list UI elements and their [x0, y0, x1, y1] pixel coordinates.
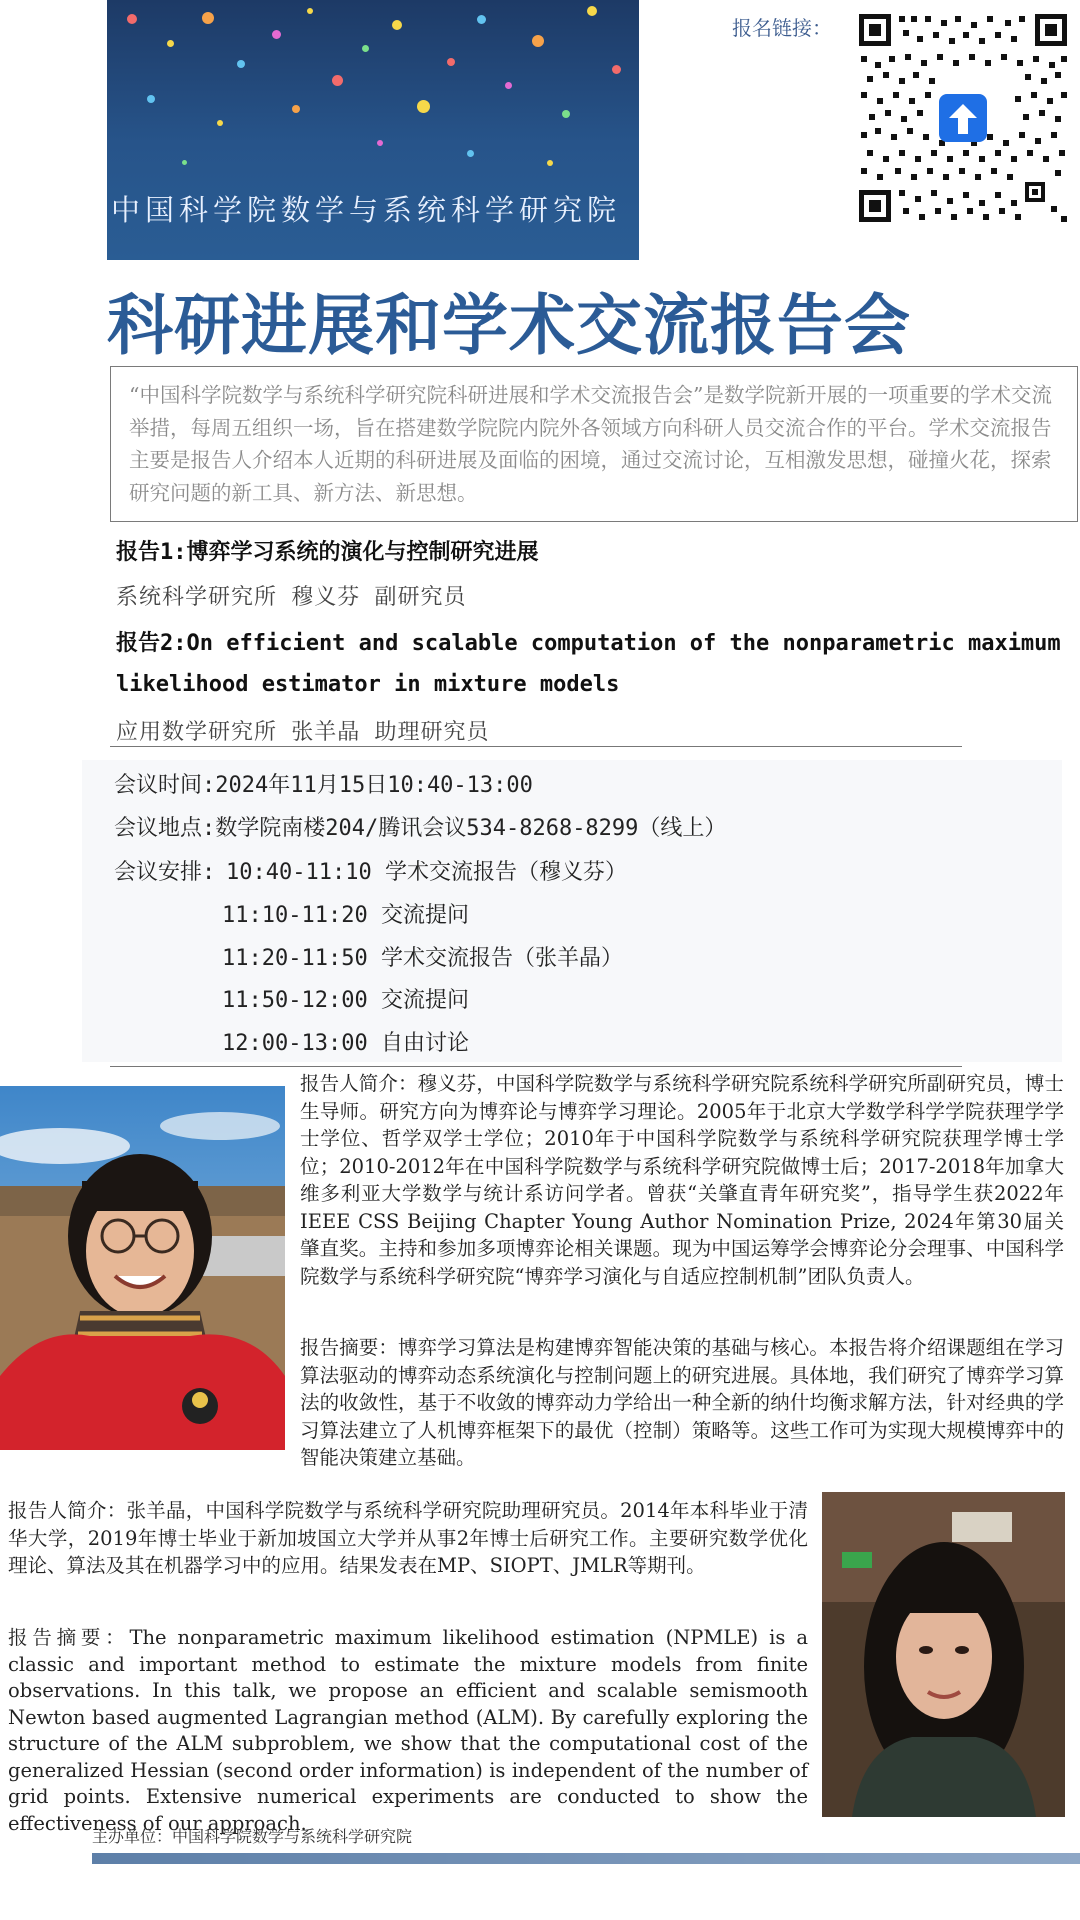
intro-text: “中国科学院数学与系统科学研究院科研进展和学术交流报告会”是数学院新开展的一项重要的学术交流举措，每周五组织一场，旨在搭建数学院院内院外各领域方向科研人员交流合作的平台。学术交流报告主要是报告人介绍本人近期的科研进展及面临的困境，通过交流讨论，互相激发思想，碰撞火花，探索研究问题的新工具、新方法、新思想。	[110, 366, 1078, 522]
talk2-speaker: 应用数学研究所 张羊晶 助理研究员	[116, 720, 490, 745]
registration-qr-code[interactable]	[855, 10, 1071, 226]
speaker1-photo	[0, 1086, 285, 1450]
speaker1-bio: 报告人简介：穆义芬，中国科学院数学与系统科学研究院系统科学研究所副研究员，博士生导师。研究方向为博弈论与博弈学习理论。2005年于北京大学数学科学学院获理学学士学位、哲学双学士学位；2010年于中国科学院数学与系统科学研究院获理学博士学位；2010-2012年在中国科学院数学与系统科学研究院做博士后；2017-2018年加拿大维多利亚大学数学与统计系访问学者。曾获“关肇直青年研究奖”，指导学生获2022年IEEE CSS Beijing Chapter Young Author Nomination Prize, 2024年第30届关肇直奖。主持和参加多项博弈论相关课题。现为中国运筹学会博弈论分会理事、中国科学院数学与系统科学研究院“博弈学习演化与自适应控制机制”团队负责人。	[300, 1072, 1064, 1288]
organizer-text: 主办单位：中国科学院数学与系统科学研究院	[92, 1827, 413, 1846]
registration-label: 报名链接：	[732, 16, 832, 40]
schedule-item: 10:40-11:10 学术交流报告（穆义芬）	[226, 860, 627, 885]
speaker2-photo	[822, 1492, 1065, 1817]
schedule-item: 11:50-12:00 交流提问	[222, 988, 469, 1013]
speaker2-bio: 报告人简介：张羊晶，中国科学院数学与系统科学研究院助理研究员。2014年本科毕业于清华大学，2019年博士毕业于新加坡国立大学并从事2年博士后研究工作。主要研究数学优化理论、算法及其在机器学习中的应用。结果发表在MP、SIOPT、JMLR等期刊。	[8, 1499, 808, 1577]
talk2-title-line1: 报告2:On efficient and scalable computation of the nonparametric maximum	[116, 631, 1061, 656]
talk1-speaker: 系统科学研究所 穆义芬 副研究员	[116, 585, 467, 610]
speaker1-abstract: 报告摘要：博弈学习算法是构建博弈智能决策的基础与核心。本报告将介绍课题组在学习算法驱动的博弈动态系统演化与控制问题上的研究进展。具体地，我们研究了博弈学习算法的收敛性，基于不收敛的博弈动力学给出一种全新的纳什均衡求解方法，针对经典的学习算法建立了人机博弈框架下的最优（控制）策略等。这些工作可为实现大规模博弈中的智能决策建立基础。	[300, 1336, 1064, 1469]
talk1-title: 报告1:博弈学习系统的演化与控制研究进展	[116, 540, 539, 565]
schedule-item: 11:20-11:50 学术交流报告（张羊晶）	[222, 946, 623, 971]
footer-bar	[92, 1853, 1080, 1864]
divider	[110, 746, 962, 747]
header-banner	[107, 0, 639, 260]
speaker2-abstract: 报告摘要：The nonparametric maximum likelihood estimation (NPMLE) is a classic and important method to estimate the mixture models from finite observations. In this talk, we propose an efficient and scalable semismooth Newton based augmented Lagrangian method (ALM). By carefully exploring the structure of the ALM subproblem, we show that the computational cost of the generalized Hessian (second order information) is independent of the number of grid points. Extensive numerical experiments are conducted to show the effectiveness of our approach.	[8, 1626, 808, 1835]
banner-institute-name: 中国科学院数学与系统科学研究院	[111, 193, 622, 227]
schedule-item: 11:10-11:20 交流提问	[222, 903, 469, 928]
talk2-title-line2: likelihood estimator in mixture models	[116, 672, 620, 697]
meeting-time: 会议时间:2024年11月15日10:40-13:00	[114, 773, 533, 798]
meeting-place: 会议地点:数学院南楼204/腾讯会议534-8268-8299（线上）	[114, 816, 727, 841]
schedule-item: 12:00-13:00 自由讨论	[222, 1031, 469, 1056]
divider	[110, 1066, 962, 1067]
meeting-schedule-label: 会议安排:	[114, 860, 216, 885]
page-title: 科研进展和学术交流报告会	[107, 287, 911, 364]
